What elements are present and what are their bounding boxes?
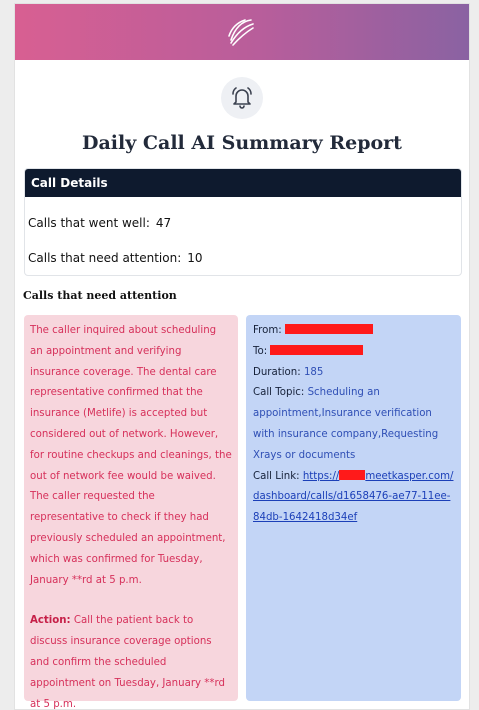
call-action: [30, 611, 232, 710]
from-label: From:: [253, 325, 282, 336]
call-link-rest: meetkasper.com/ dashboard/calls/d1658476-ae77-11ee-84db-1642418d34ef: [253, 470, 454, 524]
calls-went-well-label: Calls that went well:: [28, 216, 150, 230]
from-redaction: [285, 324, 373, 334]
duration-row: [253, 363, 455, 384]
attention-section-title: Calls that need attention: [23, 289, 177, 302]
link-row: [253, 467, 455, 529]
call-link-prefix: https://: [302, 470, 340, 482]
action-label: Action:: [30, 615, 71, 627]
header-banner: [15, 4, 469, 60]
calls-went-well-value: 47: [155, 216, 172, 230]
call-summary-panel: [24, 315, 238, 710]
calls-need-attention-row: [28, 251, 203, 265]
from-row: [253, 321, 455, 342]
brand-logo-icon: [223, 14, 259, 50]
call-summary-text: The caller inquired about scheduling an appointment and verifying insurance coverage. The dental care representative confirmed that the insurance (Metlife) is accepted but considered out of network. However, for routine checkups and cleanings, the out of network fee would be waived. The caller requested the representative to check if they had previously scheduled an appointment, which was confirmed for Tuesday, January **rd at 5 p.m.: [30, 325, 232, 586]
calls-need-attention-value: 10: [187, 251, 203, 265]
calls-went-well-row: [28, 216, 171, 230]
to-redaction: [270, 345, 363, 355]
action-text: Call the patient back to discuss insurance coverage options and confirm the scheduled appointment on Tuesday, January **rd at 5 p.m.: [30, 615, 225, 710]
bell-icon: [230, 85, 254, 111]
call-details-header: Call Details: [25, 169, 461, 197]
notification-badge: [221, 77, 263, 119]
call-meta-panel: [246, 315, 461, 701]
duration-label: Duration:: [253, 366, 301, 378]
duration-value: 185: [303, 366, 324, 378]
call-details-panel: [24, 168, 462, 276]
page-title: Daily Call AI Summary Report: [82, 132, 402, 154]
calls-need-attention-label: Calls that need attention:: [28, 251, 182, 265]
report-card: [14, 3, 470, 710]
topic-label: Call Topic:: [253, 387, 305, 399]
to-row: [253, 342, 455, 363]
link-label: Call Link:: [253, 470, 300, 482]
link-redaction: [339, 470, 365, 480]
topic-value: Scheduling an appointment,Insurance verification with insurance company,Requesting Xrays or documents: [253, 387, 439, 461]
topic-row: [253, 383, 455, 466]
to-label: To:: [253, 345, 268, 357]
